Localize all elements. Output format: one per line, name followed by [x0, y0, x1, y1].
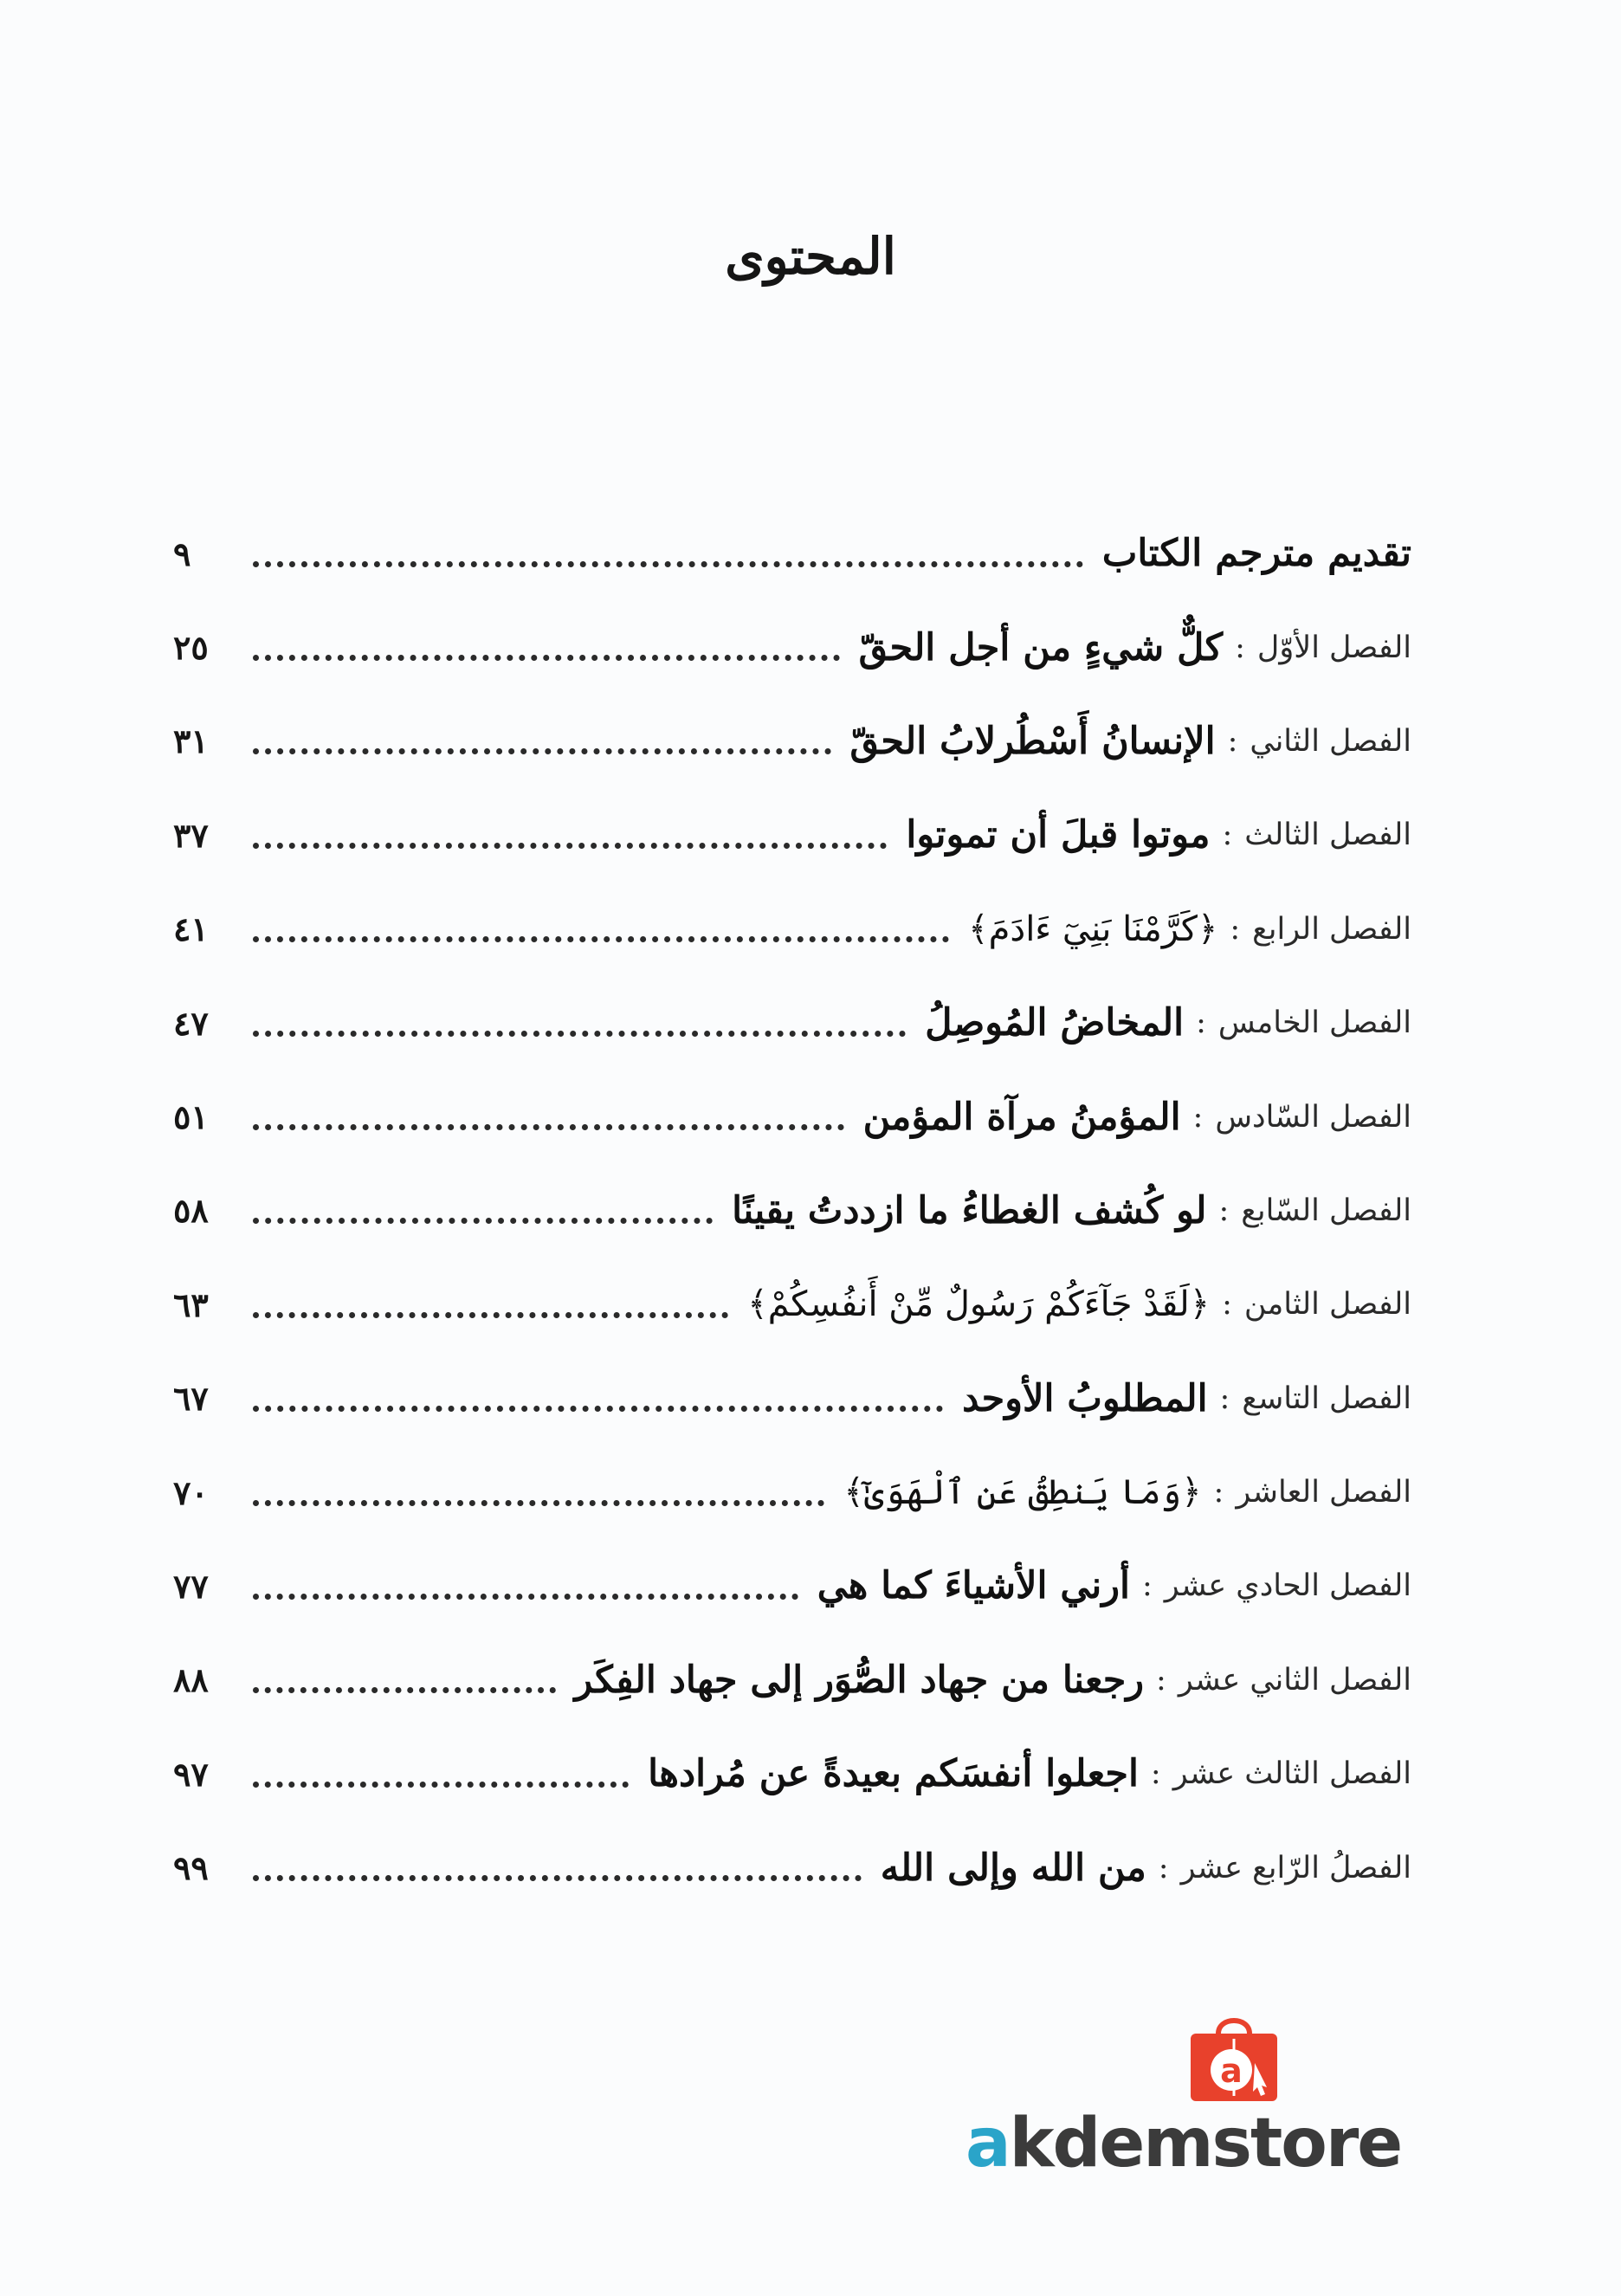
label-separator: : [1196, 1006, 1206, 1041]
chapter-label: الفصل الحادي عشر [1164, 1568, 1411, 1604]
chapter-title: من الله وإلى الله [880, 1846, 1146, 1890]
toc-entry [173, 1258, 1411, 1351]
label-separator: : [1218, 1193, 1230, 1228]
toc-entry [173, 1352, 1411, 1446]
dot-leader [253, 1782, 629, 1788]
label-separator: : [1150, 1756, 1161, 1792]
brand-name [965, 2105, 1450, 2183]
chapter-title: تقديم مترجم الكتاب [1101, 532, 1411, 576]
chapter-title: ﴿وَمَا يَنطِقُ عَنِ ٱلْهَوَىٰٓ﴾ [843, 1472, 1202, 1513]
chapter-title: المؤمنُ مرآة المؤمن [862, 1095, 1181, 1139]
chapter-title: رجعنا من جهاد الصُّوَر إلى جهاد الفِكَر [574, 1658, 1145, 1702]
toc-entry [173, 883, 1411, 976]
page-number: ٨٨ [173, 1660, 209, 1700]
chapter-label: الفصل الأوّل [1256, 630, 1411, 665]
page-number: ٧٧ [173, 1566, 209, 1606]
chapter-title: موتوا قبلَ أن تموتوا [906, 813, 1211, 857]
dot-leader [253, 1687, 556, 1693]
page-number: ٤٧ [173, 1003, 209, 1043]
dot-leader [253, 1500, 824, 1506]
brand-name-first: a [965, 2105, 1010, 2183]
chapter-title: الإنسانُ أَسْطُرلابُ الحقّ [849, 719, 1216, 763]
label-separator: : [1192, 1099, 1204, 1135]
toc-entry [173, 1821, 1411, 1914]
page-number: ٥١ [173, 1097, 209, 1137]
dot-leader [253, 748, 831, 754]
label-separator: : [1227, 723, 1238, 759]
dot-leader [253, 1594, 798, 1600]
label-separator: : [1156, 1662, 1166, 1698]
page-number: ٩٩ [173, 1848, 209, 1888]
logo-mark-letter: a [1220, 2052, 1243, 2090]
table-of-contents [173, 507, 1411, 1915]
label-separator: : [1158, 1850, 1169, 1885]
label-separator: : [1222, 1287, 1232, 1323]
dot-leader [253, 1406, 943, 1412]
page-number: ٣٧ [173, 815, 209, 855]
toc-entry [173, 1633, 1411, 1727]
chapter-label: الفصل الثالث [1244, 818, 1411, 853]
chapter-title: المطلوبُ الأوحد [962, 1376, 1208, 1420]
page-number: ٧٠ [173, 1472, 209, 1512]
toc-entry [173, 1539, 1411, 1633]
label-separator: : [1230, 911, 1241, 947]
page-number: ٩٧ [173, 1754, 209, 1794]
dot-leader [253, 1312, 728, 1318]
toc-entry [173, 788, 1411, 882]
page-number: ٣١ [173, 721, 209, 761]
dot-leader [253, 843, 887, 849]
page-number: ٤١ [173, 909, 209, 949]
chapter-title: ﴿كَرَّمْنَا بَنِيٓ ءَادَمَ﴾ [968, 909, 1218, 949]
toc-entry [173, 1727, 1411, 1821]
page-number: ٥٨ [173, 1191, 209, 1231]
chapter-label: الفصل السّادس [1215, 1099, 1411, 1135]
chapter-title: اجعلوا أنفسَكم بعيدةً عن مُرادها [648, 1752, 1139, 1796]
toc-entry [173, 1164, 1411, 1258]
chapter-title: لو كُشف الغطاءُ ما ازددتُ يقينًا [732, 1188, 1207, 1232]
dot-leader [253, 1875, 862, 1881]
chapter-label: الفصل السّابع [1241, 1193, 1411, 1228]
akdemstore-logo [965, 2009, 1450, 2183]
page-number: ٢٥ [173, 628, 209, 668]
toc-entry [173, 1446, 1411, 1539]
label-separator: : [1141, 1568, 1153, 1604]
chapter-label: الفصل الثاني عشر [1178, 1662, 1411, 1698]
book-bag-icon [1182, 2009, 1286, 2105]
dot-leader [253, 936, 949, 942]
label-separator: : [1213, 1475, 1224, 1510]
dot-leader [253, 561, 1083, 567]
toc-entry [173, 507, 1411, 600]
chapter-title: أرني الأشياءَ كما هي [817, 1564, 1130, 1608]
label-separator: : [1222, 818, 1233, 853]
toc-entry [173, 976, 1411, 1070]
chapter-label: الفصل الثالث عشر [1172, 1756, 1411, 1792]
chapter-title: ﴿لَقَدْ جَآءَكُمْ رَسُولٌ مِّنْ أَنفُسِكُمْ﴾ [747, 1284, 1211, 1325]
brand-name-rest: kdemstore [1009, 2105, 1402, 2183]
label-separator: : [1235, 630, 1245, 665]
dot-leader [253, 1218, 713, 1224]
page-number: ٦٣ [173, 1284, 209, 1324]
chapter-title: كلٌّ شيءٍ من أجل الحقّ [858, 625, 1224, 669]
page-number: ٩ [173, 534, 191, 573]
chapter-label: الفصل التاسع [1242, 1381, 1411, 1416]
dot-leader [253, 655, 840, 661]
chapter-label: الفصلُ الرّابع عشر [1180, 1850, 1411, 1885]
toc-entry [173, 695, 1411, 788]
chapter-title: المخاضُ المُوصِلُ [925, 1001, 1185, 1045]
page-title: المحتوى [725, 227, 896, 286]
dot-leader [253, 1124, 844, 1130]
chapter-label: الفصل الرابع [1252, 911, 1411, 947]
page-number: ٦٧ [173, 1379, 209, 1419]
chapter-label: الفصل الثاني [1250, 723, 1411, 759]
chapter-label: الفصل العاشر [1236, 1475, 1411, 1510]
chapter-label: الفصل الثامن [1243, 1287, 1411, 1323]
toc-entry [173, 600, 1411, 694]
label-separator: : [1219, 1381, 1230, 1416]
dot-leader [253, 1031, 906, 1037]
toc-entry [173, 1070, 1411, 1163]
chapter-label: الفصل الخامس [1217, 1006, 1411, 1041]
